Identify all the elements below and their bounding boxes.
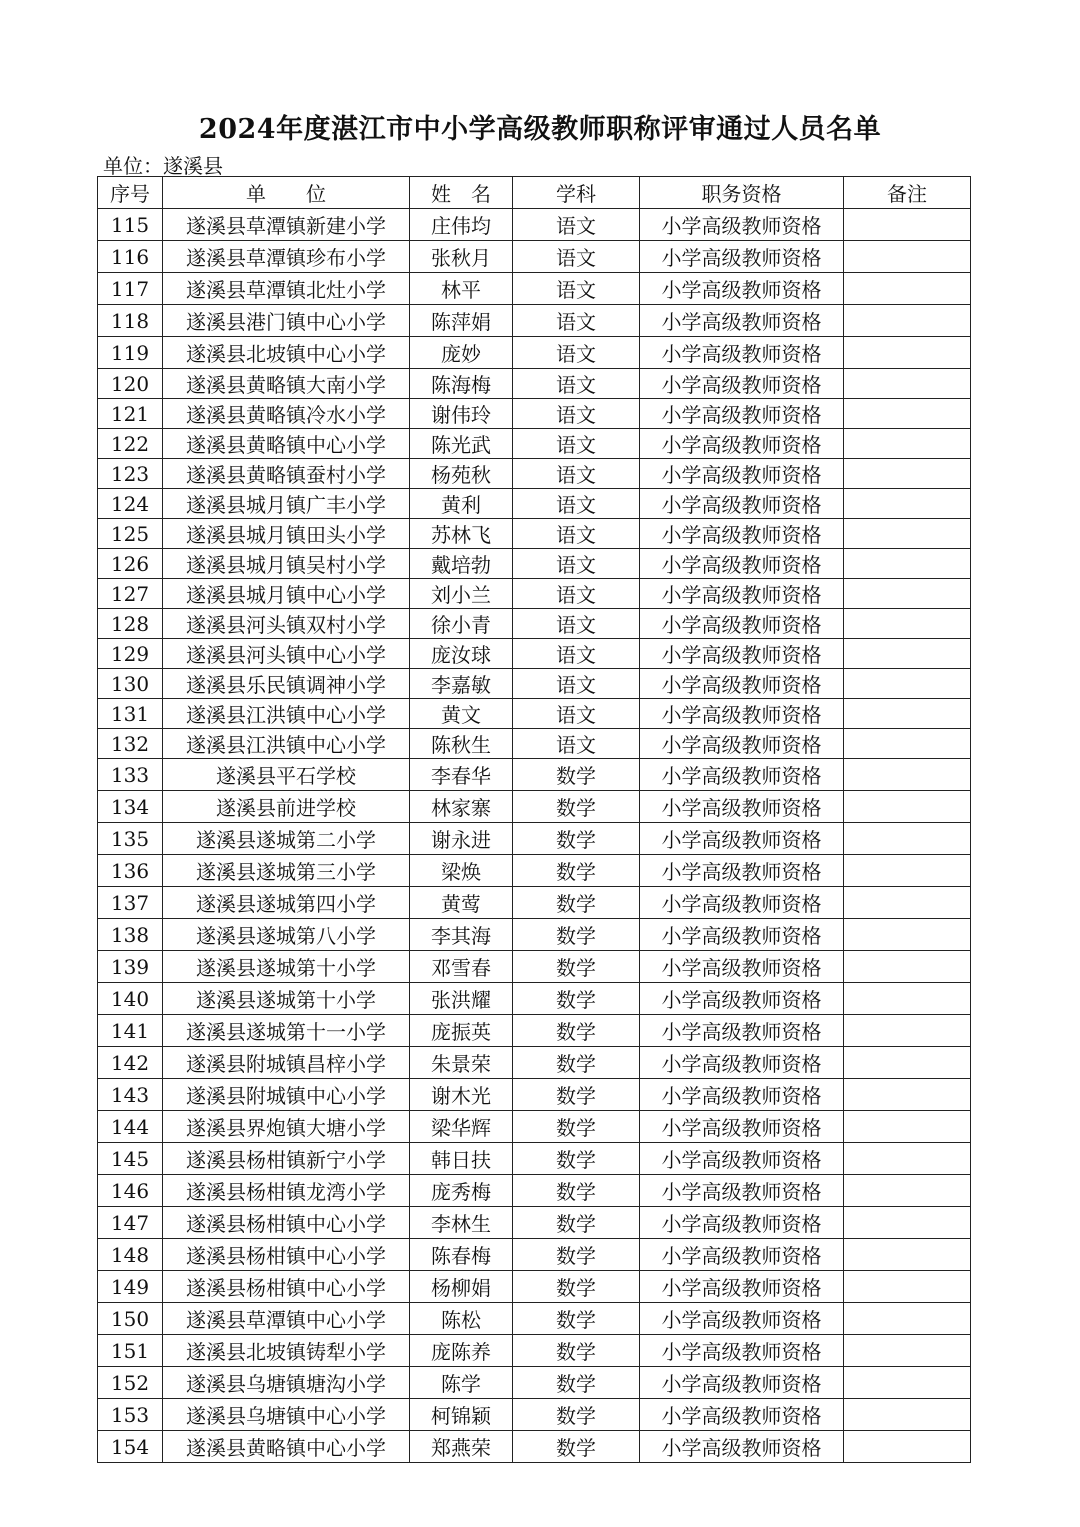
cell-qualification: 小学高级教师资格: [640, 1111, 844, 1143]
cell-unit: 遂溪县城月镇中心小学: [163, 579, 410, 609]
cell-qualification: 小学高级教师资格: [640, 823, 844, 855]
cell-index: 120: [98, 369, 163, 399]
cell-qualification: 小学高级教师资格: [640, 399, 844, 429]
table-row: [98, 791, 971, 823]
cell-unit: 遂溪县草潭镇新建小学: [163, 209, 410, 241]
cell-unit: 遂溪县遂城第十小学: [163, 951, 410, 983]
cell-name: 徐小青: [410, 609, 513, 639]
cell-name: 黄利: [410, 489, 513, 519]
cell-qualification: 小学高级教师资格: [640, 579, 844, 609]
table-row: [98, 209, 971, 241]
cell-remarks: [844, 1175, 971, 1207]
cell-unit: 遂溪县杨柑镇中心小学: [163, 1207, 410, 1239]
cell-remarks: [844, 1079, 971, 1111]
table-row: [98, 1303, 971, 1335]
table-row: [98, 1399, 971, 1431]
cell-subject: 语文: [513, 519, 640, 549]
cell-subject: 数学: [513, 1399, 640, 1431]
cell-index: 115: [98, 209, 163, 241]
cell-name: 陈光武: [410, 429, 513, 459]
cell-unit: 遂溪县黄略镇中心小学: [163, 429, 410, 459]
cell-name: 陈松: [410, 1303, 513, 1335]
cell-index: 128: [98, 609, 163, 639]
cell-name: 谢伟玲: [410, 399, 513, 429]
cell-qualification: 小学高级教师资格: [640, 489, 844, 519]
cell-unit: 遂溪县黄略镇大南小学: [163, 369, 410, 399]
cell-remarks: [844, 489, 971, 519]
cell-index: 139: [98, 951, 163, 983]
cell-unit: 遂溪县杨柑镇新宁小学: [163, 1143, 410, 1175]
cell-name: 庞汝球: [410, 639, 513, 669]
cell-remarks: [844, 729, 971, 759]
cell-subject: 数学: [513, 759, 640, 791]
cell-index: 146: [98, 1175, 163, 1207]
cell-remarks: [844, 1143, 971, 1175]
table-row: [98, 639, 971, 669]
cell-name: 陈春梅: [410, 1239, 513, 1271]
cell-remarks: [844, 459, 971, 489]
cell-remarks: [844, 579, 971, 609]
cell-unit: 遂溪县河头镇中心小学: [163, 639, 410, 669]
cell-unit: 遂溪县界炮镇大塘小学: [163, 1111, 410, 1143]
cell-qualification: 小学高级教师资格: [640, 1271, 844, 1303]
cell-remarks: [844, 823, 971, 855]
table-row: [98, 855, 971, 887]
cell-index: 124: [98, 489, 163, 519]
cell-name: 戴培勃: [410, 549, 513, 579]
cell-index: 129: [98, 639, 163, 669]
cell-unit: 遂溪县城月镇广丰小学: [163, 489, 410, 519]
cell-remarks: [844, 429, 971, 459]
cell-name: 陈学: [410, 1367, 513, 1399]
cell-qualification: 小学高级教师资格: [640, 429, 844, 459]
table-row: [98, 369, 971, 399]
cell-remarks: [844, 983, 971, 1015]
cell-index: 137: [98, 887, 163, 919]
cell-qualification: 小学高级教师资格: [640, 1015, 844, 1047]
table-row: [98, 887, 971, 919]
table-row: [98, 273, 971, 305]
table-row: [98, 305, 971, 337]
cell-unit: 遂溪县河头镇双村小学: [163, 609, 410, 639]
cell-subject: 数学: [513, 1175, 640, 1207]
cell-name: 李林生: [410, 1207, 513, 1239]
cell-remarks: [844, 1239, 971, 1271]
cell-subject: 数学: [513, 823, 640, 855]
table-row: [98, 1239, 971, 1271]
cell-name: 黄文: [410, 699, 513, 729]
cell-unit: 遂溪县黄略镇冷水小学: [163, 399, 410, 429]
cell-unit: 遂溪县江洪镇中心小学: [163, 699, 410, 729]
table-row: [98, 919, 971, 951]
cell-subject: 数学: [513, 919, 640, 951]
cell-index: 116: [98, 241, 163, 273]
cell-subject: 数学: [513, 1271, 640, 1303]
cell-remarks: [844, 639, 971, 669]
cell-unit: 遂溪县平石学校: [163, 759, 410, 791]
document-title: 2024年度湛江市中小学高级教师职称评审通过人员名单: [198, 114, 882, 145]
cell-subject: 语文: [513, 209, 640, 241]
cell-name: 庞振英: [410, 1015, 513, 1047]
header-index: 序号: [98, 177, 163, 209]
table-row: [98, 1271, 971, 1303]
cell-subject: 数学: [513, 1207, 640, 1239]
cell-name: 邓雪春: [410, 951, 513, 983]
table-row: [98, 519, 971, 549]
table-row: [98, 241, 971, 273]
cell-unit: 遂溪县城月镇吴村小学: [163, 549, 410, 579]
cell-subject: 数学: [513, 1015, 640, 1047]
cell-qualification: 小学高级教师资格: [640, 241, 844, 273]
unit-label: 单位：遂溪县: [103, 154, 223, 178]
cell-unit: 遂溪县草潭镇珍布小学: [163, 241, 410, 273]
cell-qualification: 小学高级教师资格: [640, 669, 844, 699]
cell-name: 谢永进: [410, 823, 513, 855]
cell-unit: 遂溪县黄略镇中心小学: [163, 1431, 410, 1463]
cell-qualification: 小学高级教师资格: [640, 519, 844, 549]
cell-name: 韩日扶: [410, 1143, 513, 1175]
cell-qualification: 小学高级教师资格: [640, 1047, 844, 1079]
table-row: [98, 1047, 971, 1079]
cell-name: 杨柳娟: [410, 1271, 513, 1303]
cell-subject: 数学: [513, 1367, 640, 1399]
cell-subject: 语文: [513, 337, 640, 369]
table-row: [98, 1175, 971, 1207]
cell-unit: 遂溪县遂城第四小学: [163, 887, 410, 919]
cell-remarks: [844, 241, 971, 273]
table-row: [98, 823, 971, 855]
cell-unit: 遂溪县乌塘镇中心小学: [163, 1399, 410, 1431]
table-row: [98, 579, 971, 609]
cell-qualification: 小学高级教师资格: [640, 951, 844, 983]
cell-unit: 遂溪县遂城第十小学: [163, 983, 410, 1015]
table-row: [98, 459, 971, 489]
table-header-row: [98, 177, 971, 209]
table-row: [98, 1335, 971, 1367]
cell-subject: 语文: [513, 639, 640, 669]
cell-subject: 语文: [513, 729, 640, 759]
header-name: 姓 名: [410, 177, 513, 209]
cell-name: 林家寨: [410, 791, 513, 823]
table-row: [98, 1015, 971, 1047]
cell-remarks: [844, 791, 971, 823]
cell-subject: 语文: [513, 429, 640, 459]
cell-subject: 数学: [513, 887, 640, 919]
cell-qualification: 小学高级教师资格: [640, 983, 844, 1015]
table-row: [98, 759, 971, 791]
cell-remarks: [844, 337, 971, 369]
cell-index: 136: [98, 855, 163, 887]
header-subject: 学科: [513, 177, 640, 209]
cell-subject: 数学: [513, 791, 640, 823]
cell-index: 141: [98, 1015, 163, 1047]
cell-remarks: [844, 699, 971, 729]
cell-unit: 遂溪县城月镇田头小学: [163, 519, 410, 549]
cell-qualification: 小学高级教师资格: [640, 1207, 844, 1239]
table-row: [98, 399, 971, 429]
cell-index: 145: [98, 1143, 163, 1175]
cell-subject: 语文: [513, 609, 640, 639]
cell-subject: 数学: [513, 1111, 640, 1143]
cell-index: 134: [98, 791, 163, 823]
cell-qualification: 小学高级教师资格: [640, 369, 844, 399]
cell-qualification: 小学高级教师资格: [640, 639, 844, 669]
table-row: [98, 669, 971, 699]
cell-subject: 语文: [513, 489, 640, 519]
cell-unit: 遂溪县遂城第二小学: [163, 823, 410, 855]
cell-qualification: 小学高级教师资格: [640, 305, 844, 337]
cell-remarks: [844, 951, 971, 983]
cell-unit: 遂溪县杨柑镇龙湾小学: [163, 1175, 410, 1207]
cell-subject: 语文: [513, 459, 640, 489]
cell-index: 148: [98, 1239, 163, 1271]
cell-unit: 遂溪县北坡镇铸犁小学: [163, 1335, 410, 1367]
cell-index: 152: [98, 1367, 163, 1399]
roster-table: [97, 176, 971, 1463]
cell-qualification: 小学高级教师资格: [640, 919, 844, 951]
cell-unit: 遂溪县杨柑镇中心小学: [163, 1271, 410, 1303]
cell-subject: 数学: [513, 1143, 640, 1175]
cell-qualification: 小学高级教师资格: [640, 1143, 844, 1175]
cell-subject: 语文: [513, 549, 640, 579]
table-row: [98, 951, 971, 983]
cell-remarks: [844, 759, 971, 791]
cell-name: 谢木光: [410, 1079, 513, 1111]
cell-index: 132: [98, 729, 163, 759]
cell-name: 郑燕荣: [410, 1431, 513, 1463]
cell-qualification: 小学高级教师资格: [640, 609, 844, 639]
cell-qualification: 小学高级教师资格: [640, 855, 844, 887]
cell-remarks: [844, 1431, 971, 1463]
cell-index: 149: [98, 1271, 163, 1303]
cell-qualification: 小学高级教师资格: [640, 699, 844, 729]
cell-subject: 语文: [513, 699, 640, 729]
cell-remarks: [844, 549, 971, 579]
cell-remarks: [844, 1111, 971, 1143]
cell-subject: 数学: [513, 1239, 640, 1271]
table-row: [98, 699, 971, 729]
cell-unit: 遂溪县附城镇昌梓小学: [163, 1047, 410, 1079]
cell-name: 张秋月: [410, 241, 513, 273]
cell-subject: 语文: [513, 579, 640, 609]
cell-unit: 遂溪县遂城第三小学: [163, 855, 410, 887]
cell-index: 130: [98, 669, 163, 699]
cell-qualification: 小学高级教师资格: [640, 791, 844, 823]
cell-index: 131: [98, 699, 163, 729]
cell-qualification: 小学高级教师资格: [640, 1303, 844, 1335]
cell-index: 119: [98, 337, 163, 369]
cell-index: 142: [98, 1047, 163, 1079]
cell-name: 梁华辉: [410, 1111, 513, 1143]
cell-qualification: 小学高级教师资格: [640, 1175, 844, 1207]
cell-remarks: [844, 399, 971, 429]
cell-remarks: [844, 305, 971, 337]
cell-remarks: [844, 887, 971, 919]
cell-name: 林平: [410, 273, 513, 305]
cell-index: 140: [98, 983, 163, 1015]
cell-remarks: [844, 209, 971, 241]
cell-qualification: 小学高级教师资格: [640, 1431, 844, 1463]
cell-index: 153: [98, 1399, 163, 1431]
cell-remarks: [844, 1207, 971, 1239]
cell-unit: 遂溪县遂城第八小学: [163, 919, 410, 951]
cell-name: 庞妙: [410, 337, 513, 369]
cell-index: 121: [98, 399, 163, 429]
cell-index: 127: [98, 579, 163, 609]
cell-unit: 遂溪县前进学校: [163, 791, 410, 823]
cell-remarks: [844, 1015, 971, 1047]
cell-qualification: 小学高级教师资格: [640, 549, 844, 579]
cell-name: 陈秋生: [410, 729, 513, 759]
cell-index: 144: [98, 1111, 163, 1143]
cell-name: 庞陈养: [410, 1335, 513, 1367]
header-unit: 单 位: [163, 177, 410, 209]
cell-name: 柯锦颖: [410, 1399, 513, 1431]
cell-qualification: 小学高级教师资格: [640, 273, 844, 305]
cell-subject: 数学: [513, 983, 640, 1015]
cell-qualification: 小学高级教师资格: [640, 209, 844, 241]
cell-subject: 数学: [513, 1431, 640, 1463]
cell-remarks: [844, 855, 971, 887]
cell-index: 125: [98, 519, 163, 549]
cell-name: 庞秀梅: [410, 1175, 513, 1207]
cell-index: 138: [98, 919, 163, 951]
cell-index: 133: [98, 759, 163, 791]
cell-qualification: 小学高级教师资格: [640, 1367, 844, 1399]
cell-remarks: [844, 1047, 971, 1079]
cell-qualification: 小学高级教师资格: [640, 759, 844, 791]
cell-qualification: 小学高级教师资格: [640, 1399, 844, 1431]
cell-index: 150: [98, 1303, 163, 1335]
cell-qualification: 小学高级教师资格: [640, 887, 844, 919]
table-row: [98, 609, 971, 639]
cell-unit: 遂溪县草潭镇北灶小学: [163, 273, 410, 305]
cell-unit: 遂溪县遂城第十一小学: [163, 1015, 410, 1047]
cell-unit: 遂溪县草潭镇中心小学: [163, 1303, 410, 1335]
table-row: [98, 983, 971, 1015]
cell-unit: 遂溪县江洪镇中心小学: [163, 729, 410, 759]
cell-name: 陈萍娟: [410, 305, 513, 337]
cell-index: 123: [98, 459, 163, 489]
cell-subject: 语文: [513, 241, 640, 273]
cell-unit: 遂溪县乐民镇调神小学: [163, 669, 410, 699]
cell-subject: 语文: [513, 273, 640, 305]
table-row: [98, 429, 971, 459]
cell-name: 刘小兰: [410, 579, 513, 609]
cell-remarks: [844, 609, 971, 639]
cell-remarks: [844, 1367, 971, 1399]
cell-subject: 语文: [513, 399, 640, 429]
cell-unit: 遂溪县乌塘镇塘沟小学: [163, 1367, 410, 1399]
cell-subject: 语文: [513, 369, 640, 399]
cell-index: 143: [98, 1079, 163, 1111]
header-remarks: 备注: [844, 177, 971, 209]
cell-remarks: [844, 919, 971, 951]
cell-index: 154: [98, 1431, 163, 1463]
cell-unit: 遂溪县附城镇中心小学: [163, 1079, 410, 1111]
cell-subject: 数学: [513, 951, 640, 983]
cell-name: 黄莺: [410, 887, 513, 919]
cell-index: 117: [98, 273, 163, 305]
cell-unit: 遂溪县杨柑镇中心小学: [163, 1239, 410, 1271]
table-row: [98, 337, 971, 369]
cell-index: 126: [98, 549, 163, 579]
cell-remarks: [844, 1271, 971, 1303]
cell-qualification: 小学高级教师资格: [640, 337, 844, 369]
header-qualification: 职务资格: [640, 177, 844, 209]
cell-remarks: [844, 1335, 971, 1367]
cell-name: 张洪耀: [410, 983, 513, 1015]
cell-index: 118: [98, 305, 163, 337]
cell-subject: 数学: [513, 1303, 640, 1335]
cell-subject: 数学: [513, 1335, 640, 1367]
cell-subject: 语文: [513, 305, 640, 337]
cell-remarks: [844, 669, 971, 699]
table-row: [98, 549, 971, 579]
table-row: [98, 1143, 971, 1175]
cell-remarks: [844, 1399, 971, 1431]
cell-qualification: 小学高级教师资格: [640, 1079, 844, 1111]
table-row: [98, 729, 971, 759]
cell-name: 李其海: [410, 919, 513, 951]
table-row: [98, 1111, 971, 1143]
cell-qualification: 小学高级教师资格: [640, 459, 844, 489]
cell-subject: 数学: [513, 1079, 640, 1111]
cell-remarks: [844, 519, 971, 549]
cell-index: 122: [98, 429, 163, 459]
cell-index: 135: [98, 823, 163, 855]
cell-unit: 遂溪县黄略镇蚕村小学: [163, 459, 410, 489]
cell-unit: 遂溪县港门镇中心小学: [163, 305, 410, 337]
cell-qualification: 小学高级教师资格: [640, 1239, 844, 1271]
cell-subject: 数学: [513, 855, 640, 887]
cell-name: 朱景荣: [410, 1047, 513, 1079]
table-row: [98, 1367, 971, 1399]
cell-subject: 语文: [513, 669, 640, 699]
cell-name: 苏林飞: [410, 519, 513, 549]
cell-index: 151: [98, 1335, 163, 1367]
cell-remarks: [844, 369, 971, 399]
cell-name: 梁焕: [410, 855, 513, 887]
table-row: [98, 1431, 971, 1463]
cell-name: 李春华: [410, 759, 513, 791]
cell-remarks: [844, 273, 971, 305]
cell-index: 147: [98, 1207, 163, 1239]
cell-unit: 遂溪县北坡镇中心小学: [163, 337, 410, 369]
cell-qualification: 小学高级教师资格: [640, 1335, 844, 1367]
table-row: [98, 489, 971, 519]
table-row: [98, 1079, 971, 1111]
table-row: [98, 1207, 971, 1239]
cell-remarks: [844, 1303, 971, 1335]
cell-name: 李嘉敏: [410, 669, 513, 699]
cell-name: 庄伟均: [410, 209, 513, 241]
cell-qualification: 小学高级教师资格: [640, 729, 844, 759]
cell-name: 杨苑秋: [410, 459, 513, 489]
cell-subject: 数学: [513, 1047, 640, 1079]
cell-name: 陈海梅: [410, 369, 513, 399]
